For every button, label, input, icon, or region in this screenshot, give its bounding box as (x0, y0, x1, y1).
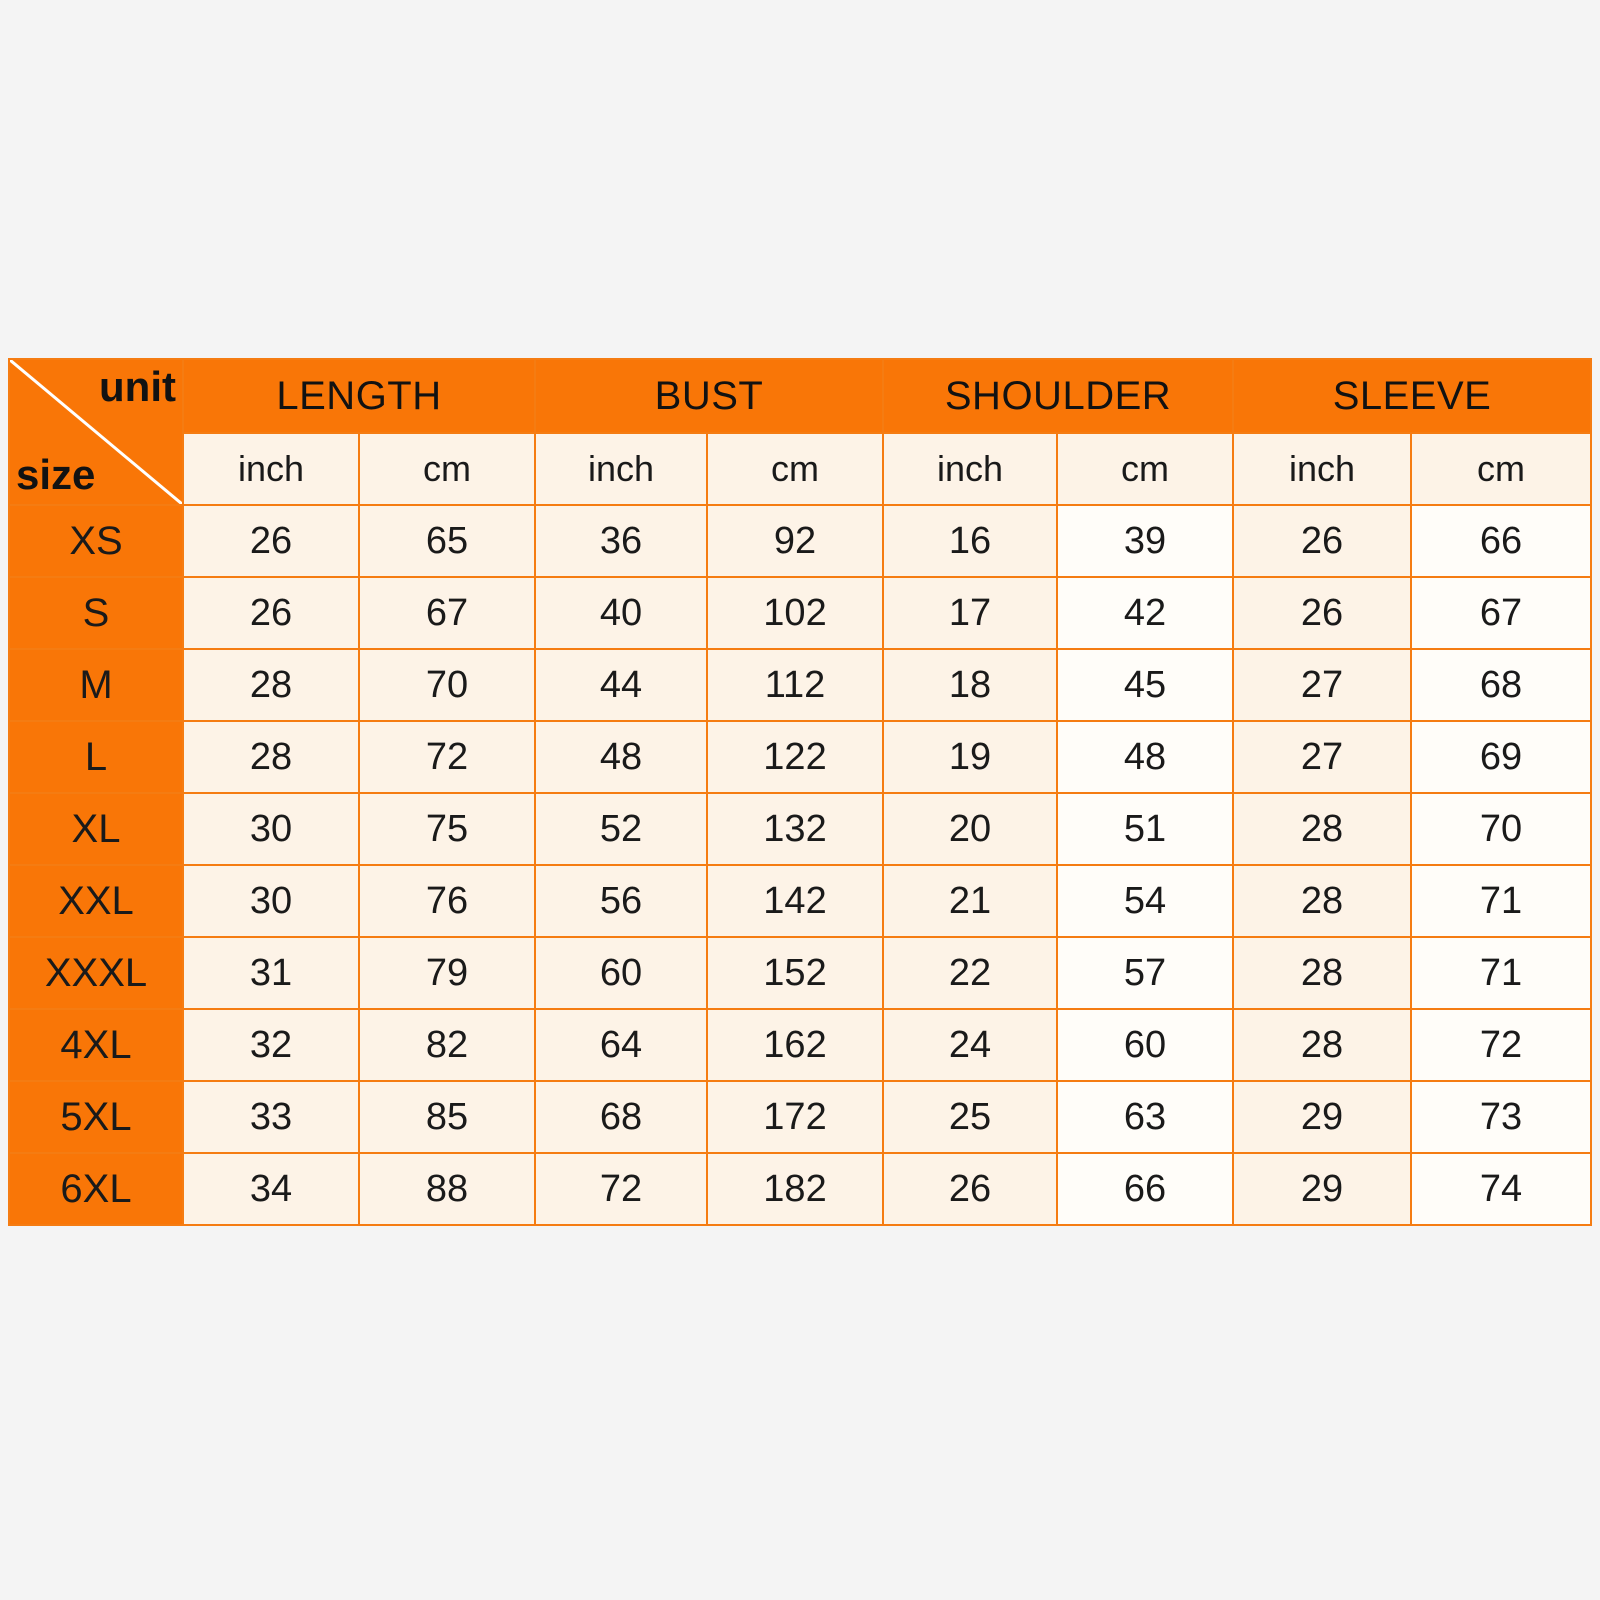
data-cell: 63 (1057, 1081, 1233, 1153)
table-row (9, 577, 1591, 649)
table-row (9, 1153, 1591, 1225)
data-cell: 36 (535, 505, 707, 577)
data-cell: 29 (1233, 1081, 1411, 1153)
data-cell: 34 (183, 1153, 359, 1225)
data-cell: 28 (1233, 1009, 1411, 1081)
table-row (9, 937, 1591, 1009)
group-header-row (9, 359, 1591, 433)
unit-header-sleeve-cm: cm (1411, 433, 1591, 505)
data-cell: 40 (535, 577, 707, 649)
data-cell: 26 (183, 577, 359, 649)
data-cell: 74 (1411, 1153, 1591, 1225)
unit-header-row (9, 433, 1591, 505)
data-cell: 28 (183, 649, 359, 721)
data-cell: 60 (535, 937, 707, 1009)
data-cell: 27 (1233, 721, 1411, 793)
data-cell: 39 (1057, 505, 1233, 577)
data-cell: 56 (535, 865, 707, 937)
data-cell: 68 (1411, 649, 1591, 721)
data-cell: 152 (707, 937, 883, 1009)
data-cell: 75 (359, 793, 535, 865)
data-cell: 60 (1057, 1009, 1233, 1081)
data-cell: 132 (707, 793, 883, 865)
data-cell: 51 (1057, 793, 1233, 865)
size-label: size (16, 451, 96, 498)
data-cell: 79 (359, 937, 535, 1009)
corner-cell (9, 359, 183, 505)
data-cell: 66 (1411, 505, 1591, 577)
data-cell: 71 (1411, 865, 1591, 937)
data-cell: 182 (707, 1153, 883, 1225)
data-cell: 26 (1233, 505, 1411, 577)
table-row (9, 649, 1591, 721)
data-cell: 54 (1057, 865, 1233, 937)
data-cell: 31 (183, 937, 359, 1009)
data-cell: 72 (1411, 1009, 1591, 1081)
size-cell: L (9, 721, 183, 793)
data-cell: 102 (707, 577, 883, 649)
size-cell: XXXL (9, 937, 183, 1009)
data-cell: 44 (535, 649, 707, 721)
table-row (9, 505, 1591, 577)
unit-header-bust-inch: inch (535, 433, 707, 505)
size-cell: XS (9, 505, 183, 577)
data-cell: 72 (359, 721, 535, 793)
data-cell: 21 (883, 865, 1057, 937)
data-cell: 76 (359, 865, 535, 937)
size-cell: XL (9, 793, 183, 865)
data-cell: 25 (883, 1081, 1057, 1153)
data-cell: 28 (1233, 793, 1411, 865)
data-cell: 66 (1057, 1153, 1233, 1225)
data-cell: 29 (1233, 1153, 1411, 1225)
data-cell: 71 (1411, 937, 1591, 1009)
size-cell: XXL (9, 865, 183, 937)
data-cell: 64 (535, 1009, 707, 1081)
data-cell: 92 (707, 505, 883, 577)
size-cell: 6XL (9, 1153, 183, 1225)
unit-header-sleeve-inch: inch (1233, 433, 1411, 505)
data-cell: 24 (883, 1009, 1057, 1081)
data-cell: 27 (1233, 649, 1411, 721)
data-cell: 112 (707, 649, 883, 721)
data-cell: 67 (1411, 577, 1591, 649)
data-cell: 19 (883, 721, 1057, 793)
size-chart-table (8, 358, 1592, 1226)
size-cell: S (9, 577, 183, 649)
group-header-length: LENGTH (183, 359, 535, 433)
group-header-shoulder: SHOULDER (883, 359, 1233, 433)
data-cell: 52 (535, 793, 707, 865)
table-row (9, 865, 1591, 937)
size-cell: 4XL (9, 1009, 183, 1081)
unit-header-bust-cm: cm (707, 433, 883, 505)
table-row (9, 1009, 1591, 1081)
data-cell: 68 (535, 1081, 707, 1153)
data-cell: 30 (183, 865, 359, 937)
data-cell: 67 (359, 577, 535, 649)
data-cell: 57 (1057, 937, 1233, 1009)
group-header-bust: BUST (535, 359, 883, 433)
data-cell: 26 (883, 1153, 1057, 1225)
data-cell: 65 (359, 505, 535, 577)
data-cell: 122 (707, 721, 883, 793)
size-chart-container (8, 358, 1590, 1226)
data-cell: 73 (1411, 1081, 1591, 1153)
unit-header-shoulder-cm: cm (1057, 433, 1233, 505)
unit-label: unit (99, 363, 176, 410)
data-cell: 22 (883, 937, 1057, 1009)
data-cell: 48 (535, 721, 707, 793)
data-cell: 17 (883, 577, 1057, 649)
table-row (9, 721, 1591, 793)
data-cell: 69 (1411, 721, 1591, 793)
data-cell: 88 (359, 1153, 535, 1225)
data-cell: 72 (535, 1153, 707, 1225)
data-cell: 18 (883, 649, 1057, 721)
data-cell: 85 (359, 1081, 535, 1153)
unit-header-length-cm: cm (359, 433, 535, 505)
data-cell: 16 (883, 505, 1057, 577)
data-cell: 20 (883, 793, 1057, 865)
data-cell: 42 (1057, 577, 1233, 649)
size-cell: M (9, 649, 183, 721)
data-cell: 142 (707, 865, 883, 937)
unit-header-length-inch: inch (183, 433, 359, 505)
data-cell: 162 (707, 1009, 883, 1081)
data-cell: 48 (1057, 721, 1233, 793)
data-cell: 26 (1233, 577, 1411, 649)
data-cell: 28 (183, 721, 359, 793)
data-cell: 26 (183, 505, 359, 577)
data-cell: 70 (359, 649, 535, 721)
data-cell: 32 (183, 1009, 359, 1081)
data-cell: 30 (183, 793, 359, 865)
table-row (9, 793, 1591, 865)
data-cell: 82 (359, 1009, 535, 1081)
size-cell: 5XL (9, 1081, 183, 1153)
table-row (9, 1081, 1591, 1153)
data-cell: 70 (1411, 793, 1591, 865)
group-header-sleeve: SLEEVE (1233, 359, 1591, 433)
data-cell: 172 (707, 1081, 883, 1153)
data-cell: 28 (1233, 865, 1411, 937)
data-cell: 28 (1233, 937, 1411, 1009)
unit-header-shoulder-inch: inch (883, 433, 1057, 505)
data-cell: 45 (1057, 649, 1233, 721)
data-cell: 33 (183, 1081, 359, 1153)
